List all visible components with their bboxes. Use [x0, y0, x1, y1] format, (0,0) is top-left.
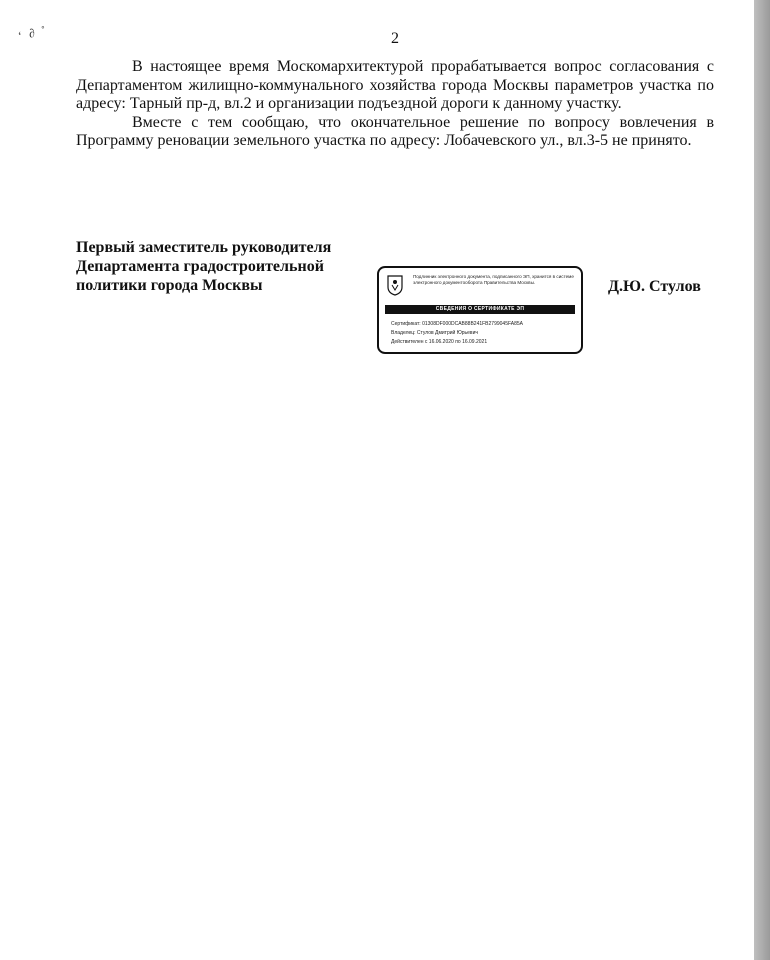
signer-title-line: политики города Москвы — [76, 277, 263, 294]
signer-title-line: Первый заместитель руководителя — [76, 239, 332, 256]
stamp-notice: Подлинник электронного документа, подписанного ЭП, хранится в системе электронного документооборота Правительства Москвы. — [413, 274, 574, 285]
moscow-emblem-icon — [387, 275, 403, 296]
signer-title-line: Департамента градостроительной — [76, 258, 324, 275]
page-number: 2 — [391, 30, 399, 47]
margin-marks: ʻ ∂ ˚ — [16, 23, 49, 43]
electronic-signature-stamp — [377, 266, 583, 354]
stamp-header: СВЕДЕНИЯ О СЕРТИФИКАТЕ ЭП — [385, 305, 575, 314]
stamp-certificate: Сертификат: 01308DF000DCAB88B241FB2799045FA85A — [391, 321, 523, 327]
page-edge-shadow — [754, 0, 770, 960]
signer-title — [76, 238, 376, 295]
signer-name: Д.Ю. Стулов — [608, 278, 701, 295]
paragraph: В настоящее время Москомархитектурой прорабатывается вопрос согласования с Департаментом жилищно-коммунального хозяйства города Москвы параметров участка по адресу: Тарный пр-д, вл.2 и организации подъездной дороги к данному участку. — [76, 58, 714, 112]
body-text — [76, 58, 714, 151]
stamp-validity: Действителен с 16.06.2020 по 16.09.2021 — [391, 339, 488, 345]
stamp-owner: Владелец: Стулов Дмитрий Юрьевич — [391, 330, 478, 336]
paragraph: Вместе с тем сообщаю, что окончательное решение по вопросу вовлечения в Программу реновации земельного участка по адресу: Лобачевского ул., вл.3-5 не принято. — [76, 113, 714, 149]
